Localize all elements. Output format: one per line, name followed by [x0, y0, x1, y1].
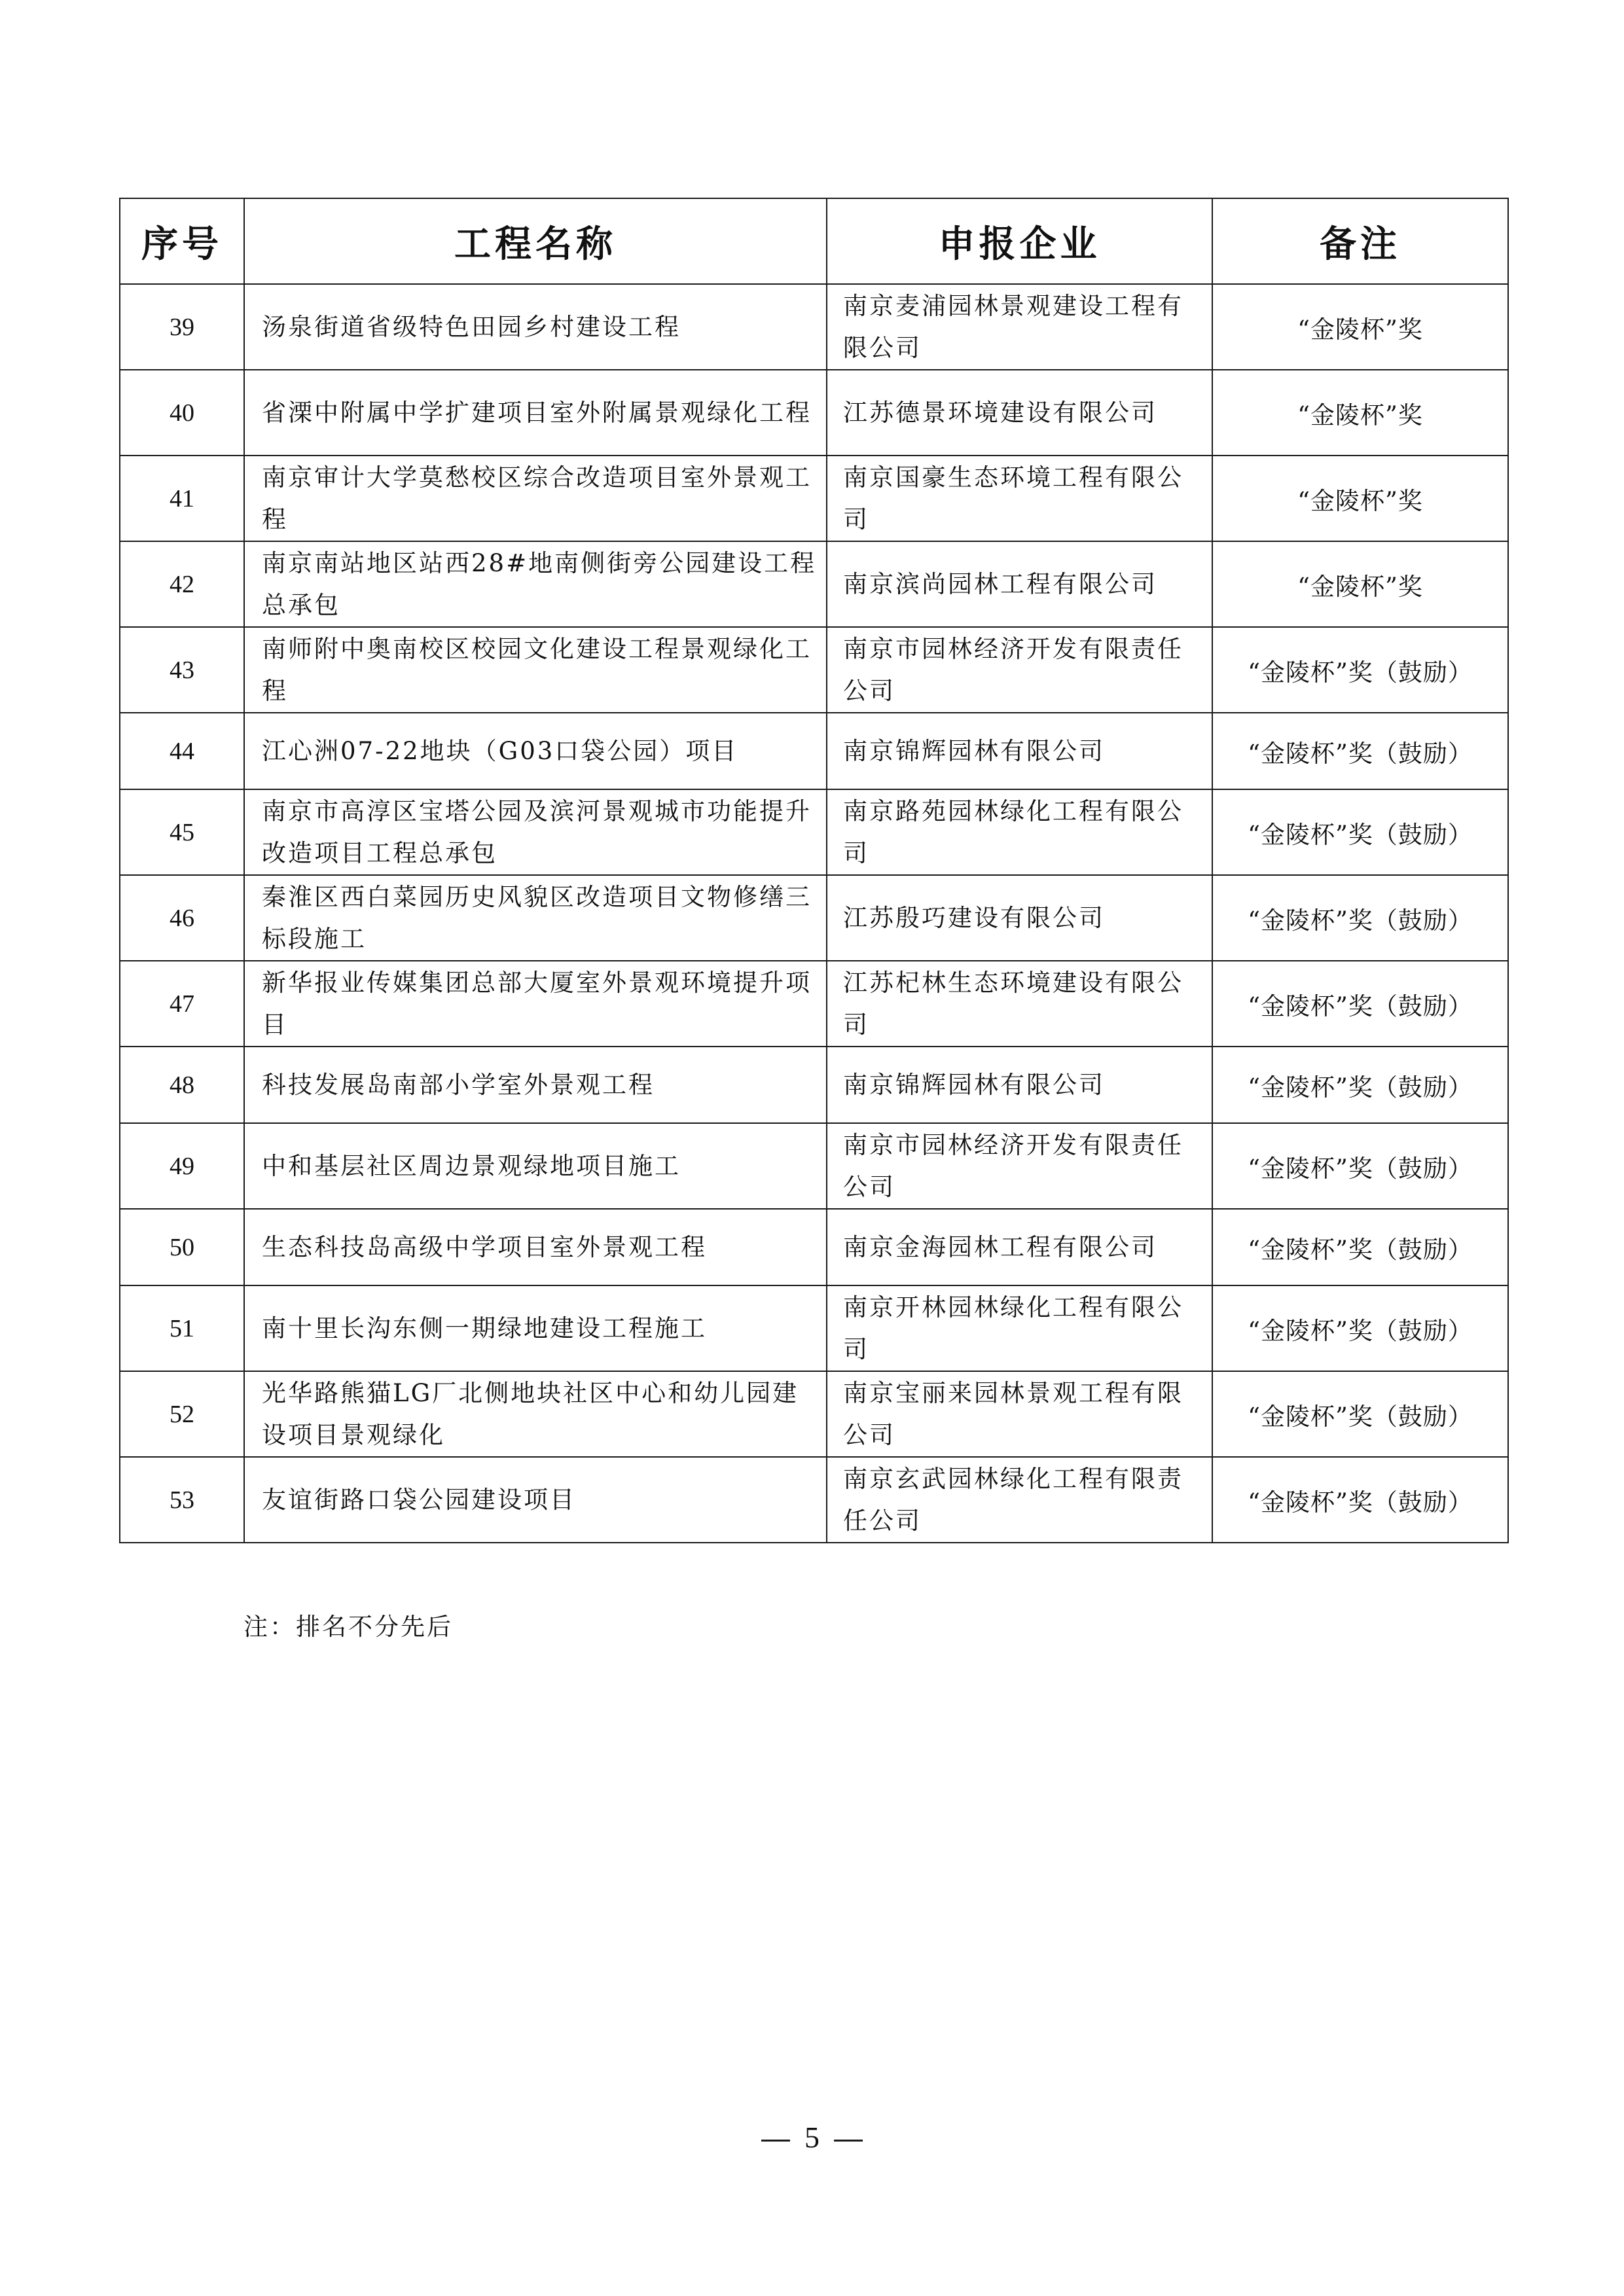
- page-footer: [0, 2120, 1624, 2155]
- header-remarks: 备注: [1212, 198, 1508, 284]
- table-row: [120, 1047, 1508, 1123]
- row-number: 47: [120, 961, 244, 1047]
- award-remark: “金陵杯”奖（鼓励）: [1212, 961, 1508, 1047]
- row-number: 50: [120, 1209, 244, 1285]
- project-name: 新华报业传媒集团总部大厦室外景观环境提升项目: [244, 961, 827, 1047]
- award-remark: “金陵杯”奖（鼓励）: [1212, 789, 1508, 875]
- project-name: 友谊街路口袋公园建设项目: [244, 1457, 827, 1543]
- row-number: 52: [120, 1371, 244, 1457]
- row-number: 39: [120, 284, 244, 370]
- project-name: 南十里长沟东侧一期绿地建设工程施工: [244, 1285, 827, 1371]
- award-remark: “金陵杯”奖: [1212, 456, 1508, 541]
- right-dash: [834, 2140, 863, 2142]
- applicant-company: 南京锦辉园林有限公司: [827, 1047, 1212, 1123]
- applicant-company: 南京宝丽来园林景观工程有限公司: [827, 1371, 1212, 1457]
- table-header-row: [120, 198, 1508, 284]
- table-row: [120, 1209, 1508, 1285]
- project-name: 省溧中附属中学扩建项目室外附属景观绿化工程: [244, 370, 827, 456]
- row-number: 42: [120, 541, 244, 627]
- table-row: [120, 961, 1508, 1047]
- award-remark: “金陵杯”奖（鼓励）: [1212, 1457, 1508, 1543]
- award-remark: “金陵杯”奖（鼓励）: [1212, 1285, 1508, 1371]
- project-name: 科技发展岛南部小学室外景观工程: [244, 1047, 827, 1123]
- award-remark: “金陵杯”奖（鼓励）: [1212, 875, 1508, 961]
- table-row: [120, 713, 1508, 789]
- row-number: 53: [120, 1457, 244, 1543]
- row-number: 49: [120, 1123, 244, 1209]
- header-applicant: 申报企业: [827, 198, 1212, 284]
- table-row: [120, 1285, 1508, 1371]
- row-number: 43: [120, 627, 244, 713]
- project-name: 生态科技岛高级中学项目室外景观工程: [244, 1209, 827, 1285]
- applicant-company: 南京市园林经济开发有限责任公司: [827, 627, 1212, 713]
- applicant-company: 南京滨尚园林工程有限公司: [827, 541, 1212, 627]
- project-name: 中和基层社区周边景观绿地项目施工: [244, 1123, 827, 1209]
- left-dash: [761, 2140, 790, 2142]
- table-row: [120, 456, 1508, 541]
- page-number: 5: [804, 2121, 820, 2154]
- award-remark: “金陵杯”奖（鼓励）: [1212, 1371, 1508, 1457]
- header-project-name: 工程名称: [244, 198, 827, 284]
- applicant-company: 南京金海园林工程有限公司: [827, 1209, 1212, 1285]
- project-name: 南京南站地区站西28#地南侧街旁公园建设工程总承包: [244, 541, 827, 627]
- row-number: 46: [120, 875, 244, 961]
- applicant-company: 南京国豪生态环境工程有限公司: [827, 456, 1212, 541]
- project-name: 南师附中奥南校区校园文化建设工程景观绿化工程: [244, 627, 827, 713]
- row-number: 45: [120, 789, 244, 875]
- table-row: [120, 284, 1508, 370]
- table-row: [120, 370, 1508, 456]
- applicant-company: 南京锦辉园林有限公司: [827, 713, 1212, 789]
- table-row: [120, 1123, 1508, 1209]
- table-row: [120, 789, 1508, 875]
- row-number: 40: [120, 370, 244, 456]
- project-name: 秦淮区西白菜园历史风貌区改造项目文物修缮三标段施工: [244, 875, 827, 961]
- applicant-company: 南京麦浦园林景观建设工程有限公司: [827, 284, 1212, 370]
- applicant-company: 南京开林园林绿化工程有限公司: [827, 1285, 1212, 1371]
- project-name: 汤泉街道省级特色田园乡村建设工程: [244, 284, 827, 370]
- table-row: [120, 875, 1508, 961]
- project-name: 江心洲07-22地块（G03口袋公园）项目: [244, 713, 827, 789]
- project-name: 南京审计大学莫愁校区综合改造项目室外景观工程: [244, 456, 827, 541]
- award-remark: “金陵杯”奖（鼓励）: [1212, 713, 1508, 789]
- table-row: [120, 1371, 1508, 1457]
- table-row: [120, 1457, 1508, 1543]
- footnote: 注：排名不分先后: [244, 1613, 453, 1641]
- applicant-company: 江苏殷巧建设有限公司: [827, 875, 1212, 961]
- award-remark: “金陵杯”奖（鼓励）: [1212, 1123, 1508, 1209]
- row-number: 41: [120, 456, 244, 541]
- applicant-company: 南京玄武园林绿化工程有限责任公司: [827, 1457, 1212, 1543]
- row-number: 51: [120, 1285, 244, 1371]
- applicant-company: 南京市园林经济开发有限责任公司: [827, 1123, 1212, 1209]
- table-row: [120, 627, 1508, 713]
- applicant-company: 江苏德景环境建设有限公司: [827, 370, 1212, 456]
- award-table: [119, 198, 1509, 1543]
- header-no: 序号: [120, 198, 244, 284]
- award-remark: “金陵杯”奖: [1212, 541, 1508, 627]
- award-remark: “金陵杯”奖: [1212, 284, 1508, 370]
- award-remark: “金陵杯”奖: [1212, 370, 1508, 456]
- project-name: 光华路熊猫LG厂北侧地块社区中心和幼儿园建设项目景观绿化: [244, 1371, 827, 1457]
- table-row: [120, 541, 1508, 627]
- project-name: 南京市高淳区宝塔公园及滨河景观城市功能提升改造项目工程总承包: [244, 789, 827, 875]
- row-number: 48: [120, 1047, 244, 1123]
- award-remark: “金陵杯”奖（鼓励）: [1212, 1047, 1508, 1123]
- award-remark: “金陵杯”奖（鼓励）: [1212, 1209, 1508, 1285]
- applicant-company: 江苏杞林生态环境建设有限公司: [827, 961, 1212, 1047]
- award-remark: “金陵杯”奖（鼓励）: [1212, 627, 1508, 713]
- row-number: 44: [120, 713, 244, 789]
- applicant-company: 南京路苑园林绿化工程有限公司: [827, 789, 1212, 875]
